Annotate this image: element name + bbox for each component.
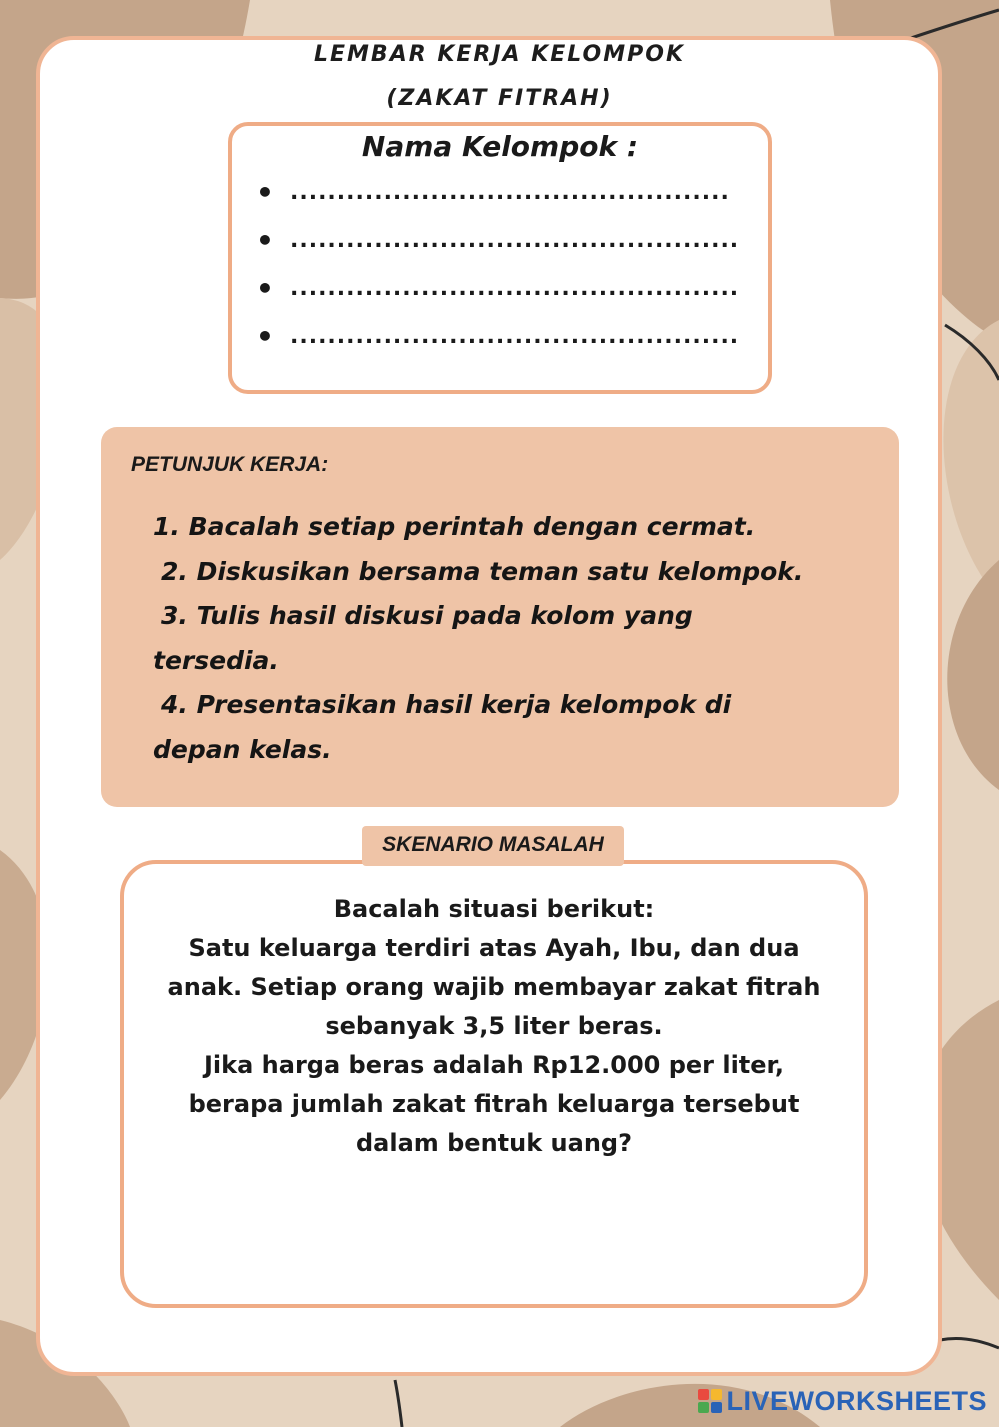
scenario-line: dalam bentuk uang?	[355, 1129, 633, 1157]
bullet-icon: •	[256, 176, 274, 209]
bullet-icon: •	[256, 272, 274, 305]
group-member-line-3[interactable]: • ................................................	[256, 272, 740, 305]
logo-square	[711, 1389, 722, 1400]
logo-square	[698, 1389, 709, 1400]
worksheet-title: LEMBAR KERJA KELOMPOK	[313, 42, 685, 67]
instructions-heading: PETUNJUK KERJA:	[131, 453, 329, 476]
instruction-line: 1. Bacalah setiap perintah dengan cermat.	[153, 512, 756, 541]
group-name-title: Nama Kelompok :	[361, 130, 639, 163]
group-member-line-4[interactable]: • ................................................	[256, 320, 740, 353]
scenario-line: sebanyak 3,5 liter beras.	[325, 1012, 663, 1040]
worksheet-subtitle: (ZAKAT FITRAH)	[386, 86, 613, 111]
logo-square	[698, 1402, 709, 1413]
group-name-box	[228, 122, 772, 394]
liveworksheets-brand[interactable]	[698, 1384, 987, 1418]
instruction-line: 3. Tulis hasil diskusi pada kolom yang	[161, 601, 693, 630]
scenario-box	[120, 860, 868, 1308]
instruction-line: tersedia.	[153, 645, 279, 675]
logo-square	[711, 1402, 722, 1413]
scenario-line: berapa jumlah zakat fitrah keluarga tersebut	[188, 1090, 800, 1118]
scenario-line: Bacalah situasi berikut:	[333, 895, 655, 923]
instruction-line: 2. Diskusikan bersama teman satu kelompok.	[161, 556, 804, 586]
instruction-line: depan kelas.	[153, 734, 332, 764]
scenario-label: SKENARIO MASALAH	[362, 826, 624, 866]
bullet-icon: •	[256, 224, 274, 257]
group-member-line-2[interactable]: • ................................................	[256, 224, 740, 257]
bullet-icon: •	[256, 320, 274, 353]
brand-text: LIVEWORKSHEETS	[726, 1385, 987, 1416]
scenario-line: Satu keluarga terdiri atas Ayah, Ibu, dan dua	[188, 934, 800, 962]
instruction-line: 4. Presentasikan hasil kerja kelompok di	[161, 690, 732, 719]
instructions-panel	[101, 427, 899, 807]
liveworksheets-logo-icon	[698, 1389, 722, 1413]
scenario-text	[124, 890, 864, 1163]
scenario-line: anak. Setiap orang wajib membayar zakat fitrah	[167, 973, 821, 1001]
instructions-list	[153, 505, 873, 772]
group-member-line-1[interactable]: • ...............................................	[256, 176, 730, 209]
scenario-line: Jika harga beras adalah Rp12.000 per liter,	[204, 1051, 784, 1079]
